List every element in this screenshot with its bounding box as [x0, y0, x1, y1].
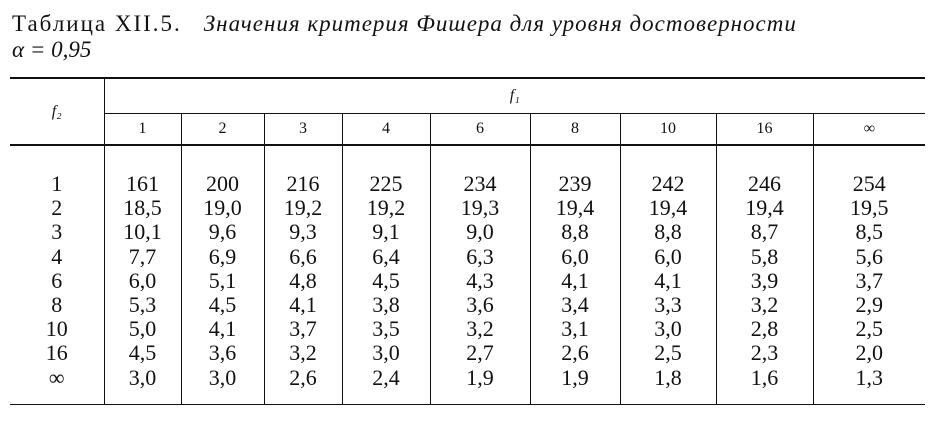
table-cell: 3,2: [430, 317, 530, 341]
table-cell: 19,3: [430, 196, 530, 220]
column-header-f1: ∞: [813, 114, 925, 146]
table-cell: 5,1: [181, 269, 264, 293]
table-cell: 5,8: [716, 245, 813, 269]
table-cell: 1,3: [813, 366, 925, 404]
table-row: [10, 269, 925, 293]
table-row: [10, 220, 925, 244]
table-cell: 4,1: [620, 269, 716, 293]
f1-column-header: f₁: [104, 78, 925, 114]
table-cell: 2,3: [716, 341, 813, 365]
table-cell: 2,7: [430, 341, 530, 365]
table-cell: 3,5: [342, 317, 430, 341]
table-cell: 6,0: [530, 245, 620, 269]
table-cell: 8,5: [813, 220, 925, 244]
header-row-columns: [10, 114, 925, 146]
table-cell: 9,0: [430, 220, 530, 244]
table-cell: 3,6: [181, 341, 264, 365]
table-cell: 4,1: [530, 269, 620, 293]
table-cell: 19,4: [716, 196, 813, 220]
table-cell: 4,5: [128, 340, 157, 366]
row-label-f2: 10: [10, 317, 104, 341]
table-cell: 4,8: [264, 269, 342, 293]
table-cell: 3,7: [813, 269, 925, 293]
table-cell: 10,1: [123, 219, 162, 245]
table-cell: 6,6: [264, 245, 342, 269]
table-row: [10, 145, 925, 196]
table-cell: 246: [716, 145, 813, 196]
table-cell: 19,4: [530, 196, 620, 220]
table-cell: 6,0: [620, 245, 716, 269]
table-cell: 3,0: [342, 341, 430, 365]
column-header-f1: 10: [620, 114, 716, 146]
row-label-f2: 2: [10, 196, 104, 220]
caption-line-1: [12, 12, 932, 36]
table-cell: 3,1: [530, 317, 620, 341]
table-cell: 18,5: [123, 195, 162, 221]
table-cell: 6,3: [430, 245, 530, 269]
row-label-f2: 8: [10, 293, 104, 317]
table-cell: 3,2: [716, 293, 813, 317]
table-row: [10, 245, 925, 269]
table-caption: [12, 12, 932, 62]
table-cell: 1,6: [716, 366, 813, 404]
table-cell: 3,6: [430, 293, 530, 317]
table-cell: 3,9: [716, 269, 813, 293]
table-row: [10, 366, 925, 404]
table-cell: 2,9: [813, 293, 925, 317]
row-label-f2: 3: [10, 220, 104, 244]
table-cell: 2,0: [813, 341, 925, 365]
table-cell: 3,0: [620, 317, 716, 341]
f2-column-header: f₂: [10, 78, 104, 145]
table-cell: 6,0: [128, 267, 157, 293]
column-header-f1: 3: [264, 114, 342, 146]
table-cell: 19,5: [813, 196, 925, 220]
table-cell: 2,5: [813, 317, 925, 341]
column-header-f1: 6: [430, 114, 530, 146]
table-cell: 2,8: [716, 317, 813, 341]
table-cell: 3,7: [264, 317, 342, 341]
table-cell: 4,1: [264, 293, 342, 317]
table-cell: 4,5: [342, 269, 430, 293]
table-cell: 9,1: [342, 220, 430, 244]
table-number: Таблица XII.5.: [12, 11, 182, 36]
row-label-f2: 1: [10, 145, 104, 196]
table-cell: 3,8: [342, 293, 430, 317]
fisher-table-wrapper: [10, 77, 925, 409]
bottom-rule: [10, 404, 925, 405]
table-cell: 19,0: [181, 196, 264, 220]
table-cell: 8,8: [530, 220, 620, 244]
fisher-table: [10, 77, 925, 405]
table-cell: 1,9: [530, 366, 620, 404]
table-row: [10, 317, 925, 341]
table-cell: 2,6: [264, 366, 342, 404]
table-cell: 3,0: [128, 364, 157, 390]
table-cell: 3,2: [264, 341, 342, 365]
table-cell: 1,9: [430, 366, 530, 404]
table-cell: 225: [342, 145, 430, 196]
table-cell: 2,4: [342, 366, 430, 404]
table-cell: 2,6: [530, 341, 620, 365]
table-row: [10, 196, 925, 220]
table-cell: 3,0: [181, 366, 264, 404]
table-cell: 5,3: [128, 291, 157, 317]
column-header-f1: 16: [716, 114, 813, 146]
table-cell: 7,7: [128, 243, 157, 269]
table-cell: 6,9: [181, 245, 264, 269]
row-label-f2: 16: [10, 341, 104, 365]
column-header-f1: 1: [138, 120, 147, 137]
table-cell: 4,1: [181, 317, 264, 341]
table-cell: 2,5: [620, 341, 716, 365]
table-cell: 3,3: [620, 293, 716, 317]
table-cell: 4,3: [430, 269, 530, 293]
table-cell: 234: [430, 145, 530, 196]
column-header-f1: 2: [181, 114, 264, 146]
table-cell: 254: [813, 145, 925, 196]
header-row-top: [10, 78, 925, 114]
table-row: [10, 293, 925, 317]
table-body: [10, 145, 925, 404]
column-header-f1: 4: [342, 114, 430, 146]
table-title: Значения критерия Фишера для уровня достоверности: [203, 11, 797, 36]
table-cell: 8,8: [620, 220, 716, 244]
table-cell: 5,0: [128, 316, 157, 342]
table-cell: 3,4: [530, 293, 620, 317]
table-cell: 19,4: [620, 196, 716, 220]
table-cell: 6,4: [342, 245, 430, 269]
table-cell: 161: [126, 171, 159, 196]
table-cell: 1,8: [620, 366, 716, 404]
row-label-f2: ∞: [10, 366, 104, 404]
table-cell: 216: [264, 145, 342, 196]
table-cell: 19,2: [342, 196, 430, 220]
table-cell: 242: [620, 145, 716, 196]
table-row: [10, 341, 925, 365]
table-cell: 9,6: [181, 220, 264, 244]
table-cell: 200: [181, 145, 264, 196]
table-cell: 19,2: [264, 196, 342, 220]
row-label-f2: 6: [10, 269, 104, 293]
column-header-f1: 8: [530, 114, 620, 146]
row-label-f2: 4: [10, 245, 104, 269]
table-cell: 5,6: [813, 245, 925, 269]
table-cell: 9,3: [264, 220, 342, 244]
table-cell: 8,7: [716, 220, 813, 244]
confidence-level: α = 0,95: [12, 37, 92, 63]
table-cell: 239: [530, 145, 620, 196]
table-cell: 4,5: [181, 293, 264, 317]
